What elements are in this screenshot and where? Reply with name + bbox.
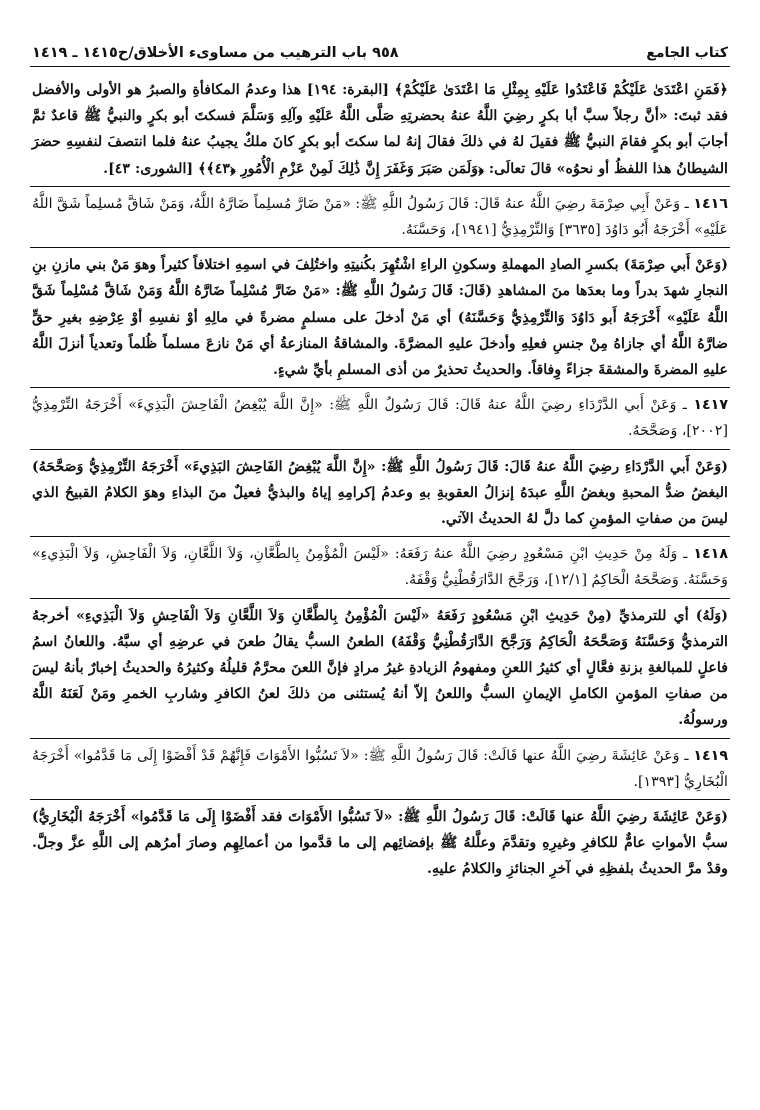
- chapter-title: ٩٥٨ باب الترهيب من مساوىء الأخلاق/ح١٤١٥ ـ ١٤١٩: [32, 45, 399, 61]
- section-divider: [30, 536, 730, 537]
- section-divider: [30, 449, 730, 450]
- page-body: [30, 77, 730, 883]
- hadith-text: ـ وَعَنْ أَبي الدَّرْدَاءِ رضِيَ اللَّهُ عنهُ قَالَ: قَالَ رَسُولُ اللَّهِ ﷺ: «إِنَّ اللَّهَ يُبْغِضُ الْفَاحِشَ الْبَذِيءَ» أَخْرَجَهُ التِّرْمِذِيُّ [٢٠٠٢]، وَصَحَّحَهُ.: [32, 397, 728, 440]
- section-divider: [30, 738, 730, 739]
- book-page: [30, 44, 730, 883]
- hadith-text: ـ وَعَنْ عَائِشَةَ رضِيَ اللَّهُ عنها قَالَتْ: قَالَ رَسُولُ اللَّهِ ﷺ: «لاَ تَسُبُّوا الأَمْوَاتَ فَإِنَّهُمْ قَدْ أَفْضَوْا إِلَى مَا قَدَّمُوا» أَخْرَجَهُ الْبُخَارِيُّ [١٣٩٣].: [32, 747, 728, 790]
- hadith-number: ١٤١٧: [693, 397, 728, 414]
- commentary-paragraph: (وَعَنْ عَائِشَةَ رضِيَ اللَّهُ عنها قَالَتْ: قَالَ رَسُولُ اللَّهِ ﷺ: «لاَ تَسُبُّوا الأَمْوَاتَ فقد أَفْضَوْا إِلَى مَا قَدَّمُوا» أَخْرَجَهُ الْبُخَارِيُّ) سبُّ الأمواتِ عامٌّ للكافرِ وغيرِهِ وتقدَّمَ وعلَّلهُ ﷺ بإفضائِهم إلى ما قدَّموا من أعمالِهِم وصارَ أمرُهم إلى اللَّهِ عزَّ وجلَّ. وقدْ مرَّ الحديثُ بلفظِهِ في آخرِ الجنائزِ والكلامُ عليهِ.: [32, 809, 728, 878]
- commentary-paragraph: (وَعَنْ أَبي الدَّرْدَاءِ رضِيَ اللَّهُ عنهُ قَالَ: قَالَ رَسُولُ اللَّهِ ﷺ: «إِنَّ اللَّهَ يُبْغِضُ الفَاحِشَ البَذِيءَ» أَخْرَجَهُ التِّرْمِذِيُّ وَصَحَّحَهُ) البغضُ ضدُّ المحبةِ وبغضُ اللَّهِ عبدَهُ إنزالُ العقوبةِ بهِ وعدمُ إكرامِهِ إياهُ والبذيُّ فعيلٌ منَ البذاءِ وهوَ الكلامُ القبيحُ الذي ليسَ من صفاتِ المؤمنِ كما دلَّ لهُ الحديثُ الآتي.: [32, 458, 728, 528]
- hadith-paragraph: [30, 392, 730, 444]
- hadith-text: ـ وَلَهُ مِنْ حَدِيثِ ابْنِ مَسْعُودٍ رضِيَ اللَّهُ عنهُ رَفَعَهُ: «لَيْسَ الْمُؤْمِنُ بِالطَّعَّانِ، وَلاَ اللَّعَّانِ، وَلاَ الْفَاحِشِ، وَلاَ الْبَذِيءِ» وَحَسَّنَهُ. وَصَحَّحَهُ الْحَاكِمُ [١٢/١]، وَرَجَّحَ الدَّارَقُطْنِيُّ وَقْفَهُ.: [32, 546, 728, 589]
- commentary-paragraph: ﴿فَمَنِ اعْتَدَىٰ عَلَيْكُمْ فَاعْتَدُوا عَلَيْهِ بِمِثْلِ مَا اعْتَدَىٰ عَلَيْكُمْ﴾ [البقرة: ١٩٤] هذا وعدمُ المكافأةِ والصبرُ هو الأولى والأفضل فقد ثبتَ: «أنَّ رجلاً سبَّ أبا بكرٍ رضِيَ اللَّهُ عنهُ بحضرتِهِ صَلَّى اللَّهُ عَلَيْهِ وآلِهِ وَسَلَّمَ فسكتَ أبو بكرٍ والنبيُّ ﷺ قاعدٌ ثمَّ أجابَ أبو بكرٍ فقامَ النبيُّ ﷺ فقيلَ لهُ في ذلكَ فقالَ إنهُ لما سكتَ أبو بكرٍ كانَ ملكٌ يجيبُ عنهُ فلما انتصفَ لنفسِهِ حضرَ الشيطانُ هذا اللفظُ أو نحوُه» قالَ تعالَى: ﴿وَلَمَن صَبَرَ وَغَفَرَ إِنَّ ذَٰلِكَ لَمِنْ عَزْمِ الْأُمُورِ ﴿٤٣﴾﴾ [الشورى: ٤٣].: [32, 82, 728, 177]
- commentary-paragraph: (وَلَهُ) أي للترمذيِّ (مِنْ حَدِيثِ ابْنِ مَسْعُودٍ رَفَعَهُ «لَيْسَ الْمُؤْمِنُ بِالطَّعَّانِ وَلاَ اللَّعَّانِ وَلاَ الْفَاحِشِ وَلاَ الْبَذِيءِ» أخرجهُ الترمذيُّ وَحَسَّنَهُ وَصَحَّحَهُ الْحَاكِمُ وَرَجَّحَ الدَّارَقُطْنِيُّ وَقْفَهُ) الطعنُ السبُّ يقالُ طعنَ في عرضِهِ أي سبَّهُ. واللعانُ اسمُ فاعلٍ للمبالغةِ بزنةِ فعَّالٍ أي كثيرُ اللعنِ ومفهومُ الزيادةِ غيرُ مرادٍ فإنَّ اللعنَ محرَّمٌ قليلُهُ وكثيرُهُ والحديثُ إخبارٌ بأنهُ ليسَ من صفاتِ المؤمنِ الكاملِ الإيمانِ السبُّ واللعنُ إلاّ أنهُ يُستثنى من ذلكَ لعنُ الكافرِ وشاربِ الخمرِ ومَنْ لَعَنَهُ اللَّهُ ورسولُهُ.: [32, 607, 728, 729]
- hadith-number: ١٤١٩: [693, 747, 728, 764]
- section-divider: [30, 799, 730, 800]
- section-divider: [30, 186, 730, 187]
- section-divider: [30, 247, 730, 248]
- hadith-number: ١٤١٨: [693, 546, 728, 563]
- book-title: كتاب الجامع: [646, 45, 728, 61]
- hadith-paragraph: [30, 191, 730, 243]
- hadith-paragraph: [30, 743, 730, 795]
- commentary-paragraph: (وَعَنْ أَبي صِرْمَةَ) بكسرِ الصادِ المهملةِ وسكونِ الراءِ اشْتُهِرَ بكُنيتِهِ واختُلِفَ في اسمِهِ اختلافاً كثيراً وهوَ مَنْ بني مازنِ بنِ النجارِ شهدَ بدراً وما بعدَها منَ المشاهدِ (قَالَ: قَالَ رَسُولُ اللَّهِ ﷺ: «مَنْ ضَارَّ مُسْلِماً ضَارَّهُ اللَّهُ وَمَنْ شَاقَّ مُسْلِماً شَقَّ اللَّهُ عَلَيْهِ» أَخْرَجَهُ أَبو دَاوُدَ وَالتِّرْمِذِيُّ وَحَسَّنَهُ) أي مَنْ أدخلَ على مسلمٍ مضرةً في مالِهِ أوْ نفسِهِ أوْ عِرْضِهِ بغيرِ حقٍّ ضارَّهُ اللَّهُ أي جازاهُ مِنْ جنسِ فعلِهِ وأدخلَ عليهِ المضرَّةَ. والمشاقةُ المنازعةُ أي مَنْ نازعَ مسلماً ظُلماً وتعدياً أنزلَ اللَّهُ عليهِ المضرةَ والمشقةَ جزاءً وِفاقاً. والحديثُ تحذيرٌ من أذى المسلمِ بأيِّ شيءٍ.: [32, 257, 728, 379]
- hadith-text: ـ وَعَنْ أَبِي صِرْمَةَ رضِيَ اللَّهُ عنهُ قَالَ: قَالَ رَسُولُ اللَّهِ ﷺ: «مَنْ ضَارَّ مُسلِماً ضَارَّهُ اللَّهُ، وَمَنْ شَاقَّ مُسلِماً شَقَّ اللَّهُ عَلَيْهِ» أَخْرَجَهُ أَبُو دَاوُدَ [٣٦٣٥] وَالتِّرْمِذِيُّ [١٩٤١]، وَحَسَّنَهُ.: [32, 195, 728, 239]
- hadith-number: ١٤١٦: [693, 195, 728, 212]
- hadith-paragraph: [30, 541, 730, 593]
- running-header: [30, 44, 730, 67]
- section-divider: [30, 387, 730, 388]
- section-divider: [30, 598, 730, 599]
